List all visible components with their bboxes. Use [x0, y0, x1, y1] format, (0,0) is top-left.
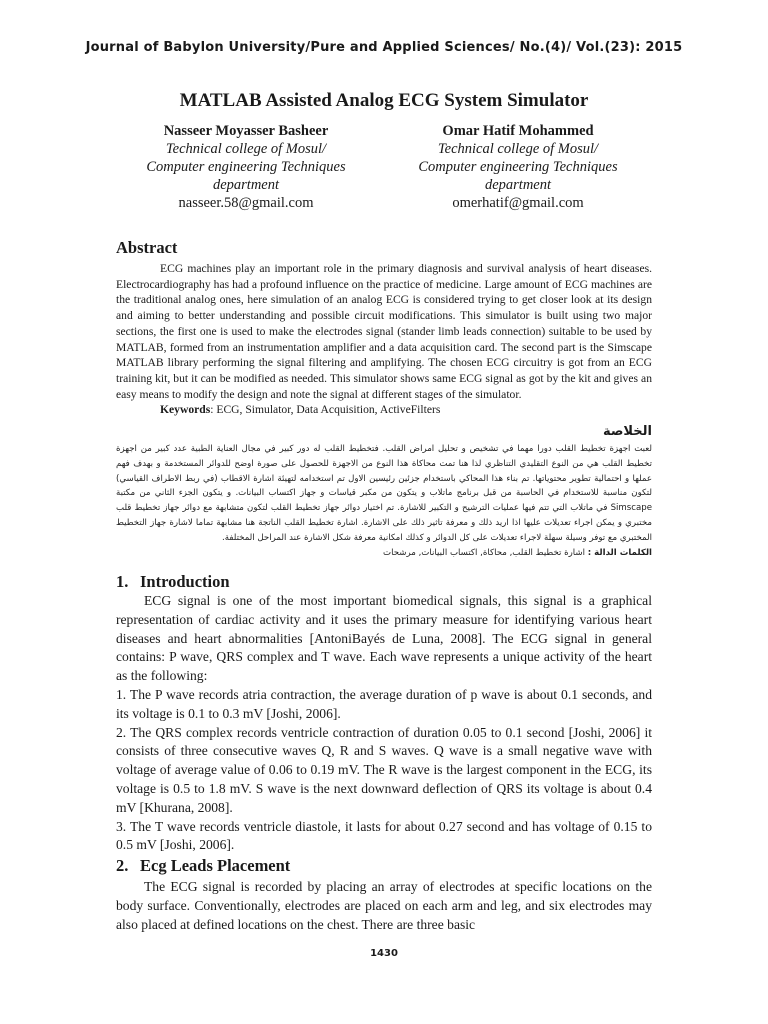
author-affiliation: Technical college of Mosul/	[165, 141, 327, 157]
abstract-heading: Abstract	[116, 238, 178, 257]
abstract-body	[116, 261, 652, 418]
section-heading-ecg-leads	[116, 856, 290, 876]
author-block-1	[116, 122, 376, 212]
arabic-abstract-text: لعبت اجهزة تخطيط القلب دورا مهما في تشخيص و تحليل امراض القلب. فتخطيط القلب له دور كبير في مجال العناية الطبية عدد كبير من اجهزة تخطيط القلب هي من النوع التقليدي التناظري لذا هنا تمت محاكاة هذا النوع من الاجهزة للحصول على صورة اوضح للدوائر المستخدمة و بهدف فهم عملها و احتمالية تطوير محتوياتها. تم بناء هذا المحاكي باستخدام جزئين رئيسين الاول تم استخدامه لتهيئة اشارة الاقطاب (في ربط الاطراف القياسي) لتكون مناسبة للاستخدام في الحاسبة من قبل برنامج ماتلاب و يتكون من مكبر قياسات و جهاز اكتساب البيانات. و يتكون الجزء الثاني من مكتبة Simscape في ماتلاب التي تتم فيها عمليات الترشيح و التكبير للاشارة. تم اختيار دوائر جهاز تخطيط القلب لتكون متشابهة مع دوائر جهاز تخطيط قلب مختبري و يمكن اجراء تعديلات عليها اذا اريد ذلك و معرفة تاثير ذلك على الاشارة. اشارة تخطيط القلب الناتجة هنا مشابهة تماما لاشارة جهاز التخطيط المختبري مع توفر وسيلة سهلة لاجراء تعديلات على كل الدوائر و كذلك امكانية معرفة شكل الاشارة عند المراحل المختلفة.	[116, 444, 652, 543]
author-name: Nasseer Moyasser Basheer	[163, 123, 329, 139]
paragraph: ECG signal is one of the most important biomedical signals, this signal is a graphical representation of cardiac activity and it uses the primary measure for identifying various heart diseases and heart abnormalities [AntoniBayés de Luna, 2008]. The ECG signal in general contains: P wave, QRS complex and T wave. Each wave represents a unique activity of the heart as the following:	[116, 593, 652, 684]
paper-title: MATLAB Assisted Analog ECG System Simulator	[179, 90, 589, 111]
page-number: 1430	[370, 948, 398, 959]
keywords-text: : ECG, Simulator, Data Acquisition, ActiveFilters	[210, 403, 441, 417]
author-affiliation: Computer engineering Techniques	[418, 159, 618, 175]
author-affiliation: department	[212, 177, 280, 193]
arabic-keywords-text: اشارة تخطيط القلب, محاكاة, اكتساب البيانات, مرشحات	[383, 547, 586, 558]
introduction-body	[116, 592, 652, 855]
author-affiliation: department	[484, 177, 552, 193]
author-block-2	[388, 122, 648, 212]
author-email[interactable]: nasseer.58@gmail.com	[178, 195, 314, 211]
section-title: Introduction	[140, 572, 230, 591]
section-number: 2.	[116, 856, 129, 875]
author-name: Omar Hatif Mohammed	[442, 123, 594, 139]
arabic-abstract-heading: الخلاصة	[602, 424, 652, 439]
section-heading-introduction	[116, 572, 230, 592]
keywords-label: Keywords	[160, 403, 211, 417]
paragraph: The ECG signal is recorded by placing an array of electrodes at specific locations on the body surface. Conventionally, electrodes are placed on each arm and leg, and six electrodes may also placed at defined locations on the chest. There are three basic	[116, 879, 652, 932]
paragraph: 3. The T wave records ventricle diastole, it lasts for about 0.27 second and has voltage of 0.15 to 0.5 mV [Joshi, 2006].	[116, 818, 652, 853]
section-title: Ecg Leads Placement	[140, 856, 291, 875]
keywords-line	[116, 402, 652, 418]
author-affiliation: Computer engineering Techniques	[146, 159, 346, 175]
paragraph: 1. The P wave records atria contraction, the average duration of p wave is about 0.1 seconds, and its voltage is 0.1 to 0.3 mV [Joshi, 2006].	[116, 686, 652, 721]
ecg-leads-body	[116, 878, 652, 934]
arabic-abstract-body	[116, 442, 652, 560]
arabic-keywords-label: الكلمات الدالة :	[587, 547, 652, 558]
abstract-text: ECG machines play an important role in the primary diagnosis and survival analysis of heart diseases. Electrocardiography has had a profound influence on the practice of medicine. Large amount of ECG machines are the traditional analog ones, here simulation of an analog ECG is considered trying to get closer look at its design and aiming to better understanding and possible circuit modifications. This simulator is built using two major sections, the first one is used to make the electrodes signal (stander limb leads connection) suitable to be used by MATLAB, formed from an instrumentation amplifier and a data acquisition card. The second part is the Simscape MATLAB library performing the signal filtering and amplifying. The chosen ECG circuitry is got from an ECG training kit, but it can be modified as needed. This simulator shows same ECG signal as got by the kit and gives an easy means to modify the design and note the signal at different stages of the simulator.	[116, 262, 652, 401]
journal-header: Journal of Babylon University/Pure and Applied Sciences/ No.(4)/ Vol.(23): 2015	[85, 40, 683, 55]
author-email[interactable]: omerhatif@gmail.com	[452, 195, 584, 211]
section-number: 1.	[116, 572, 129, 591]
paragraph: 2. The QRS complex records ventricle contraction of duration 0.05 to 0.1 second [Joshi, 2006] it consists of three consecutive waves Q, R and S waves. Q wave is a small negative wave with voltage of average value of 0.06 to 0.19 mV. The R wave is the largest component in the ECG, its voltage is 0.5 to 1.8 mV. S wave is the next downward deflection of QRS its voltage is about 0.4 mV [Khurana, 2008].	[116, 724, 652, 815]
author-affiliation: Technical college of Mosul/	[437, 141, 599, 157]
